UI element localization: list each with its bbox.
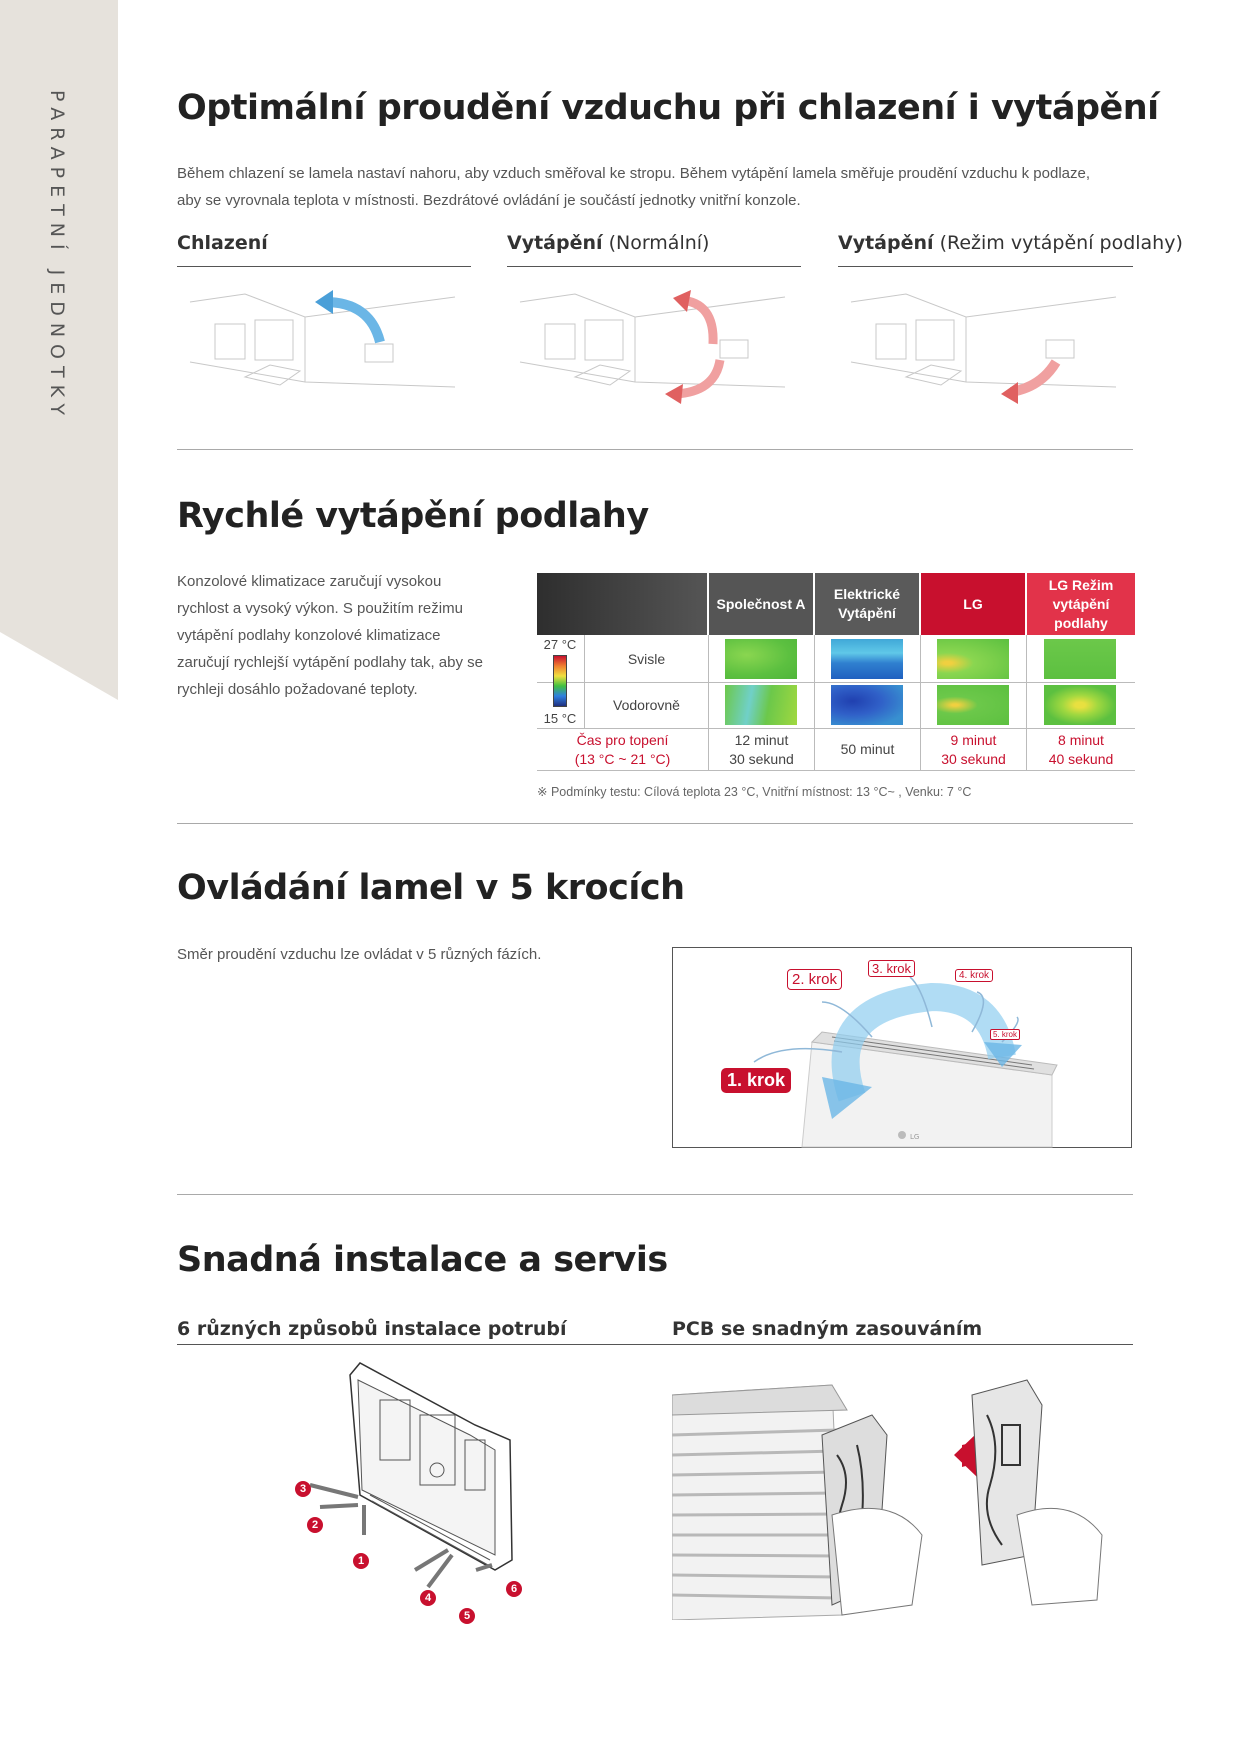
section1-title: Optimální proudění vzduchu při chlazení i vytápění [177, 88, 1159, 128]
pipe-number-1: 1 [353, 1553, 369, 1569]
column-head-heating-normal: Vytápění (Normální) [507, 232, 801, 267]
section1-text-line1: Během chlazení se lamela nastaví nahoru, aby vzduch směřoval ke stropu. Během vytápění lamela směřuje proudění vzduchu k podlaze, [177, 165, 1091, 182]
pipe-number-3: 3 [295, 1481, 311, 1497]
pcb-head: PCB se snadným zasouváním [672, 1318, 983, 1340]
section3-text: Směr proudění vzduchu lze ovládat v 5 různých fázích. [177, 946, 542, 963]
thermal-image [725, 685, 797, 725]
scale-top-label: 27 °C [543, 636, 577, 652]
column-head-heating-floor: Vytápění (Režim vytápění podlahy) [838, 232, 1133, 267]
pipe-installation-illustration [280, 1355, 540, 1620]
section1-text-line2: aby se vyrovnala teplota v místnosti. Bezdrátové ovládání je součástí jednotky vnitřní konzole. [177, 192, 801, 209]
thermal-image [937, 639, 1009, 679]
section2-text: Konzolové klimatizace zaručují vysokou rychlost a vysoký výkon. S použitím režimu vytápění podlahy konzolové klimatizace zaručují rychlejší vytápění podlahy tak, aby se rychleji dosáhlo požadované teploty. [177, 573, 483, 698]
table-line [537, 770, 1135, 771]
step-5-label: 5. krok [990, 1029, 1020, 1040]
time-lg-floor: 8 minut 40 sekund [1048, 731, 1114, 767]
section2-title: Rychlé vytápění podlahy [177, 496, 649, 536]
pipe-number-5: 5 [459, 1608, 475, 1624]
pipe-install-head: 6 různých způsobů instalace potrubí [177, 1318, 567, 1340]
pipe-number-6: 6 [506, 1581, 522, 1597]
time-electric: 50 minut [840, 741, 895, 757]
divider-3 [177, 1194, 1133, 1195]
thermal-image [725, 639, 797, 679]
section3-title: Ovládání lamel v 5 krocích [177, 868, 685, 908]
pcb-slide-illustration [672, 1375, 1132, 1620]
time-company-a: 12 minut 30 sekund [729, 731, 794, 767]
section1-text [177, 160, 1090, 214]
room-cooling-illustration [185, 272, 465, 407]
test-conditions-note: ※ Podmínky testu: Cílová teplota 23 °C, Vnitřní místnost: 13 °C~ , Venku: 7 °C [537, 785, 972, 799]
table-header-company-a: Společnost A [709, 573, 813, 635]
side-label: PARAPETNÍ JEDNOTKY [46, 90, 68, 422]
divider-1 [177, 449, 1133, 450]
table-header-lg: LG [921, 573, 1025, 635]
room-heating-floor-illustration [846, 272, 1126, 407]
heating-comparison-table [537, 573, 1135, 771]
step-2-label: 2. krok [787, 969, 842, 990]
row-label-vertical: Svisle [627, 650, 666, 667]
pipe-number-4: 4 [420, 1590, 436, 1606]
step-3-label: 3. krok [868, 960, 915, 977]
table-header-blank [537, 573, 707, 635]
section4-title: Snadná instalace a servis [177, 1240, 668, 1280]
sub-head-rule [177, 1344, 1133, 1345]
column-head-cooling: Chlazení [177, 232, 471, 267]
time-row-label: Čas pro topení (13 °C ~ 21 °C) [574, 731, 671, 767]
pipe-number-2: 2 [307, 1517, 323, 1533]
thermal-image [831, 639, 903, 679]
table-header-lg-floor: LG Režim vytápění podlahy [1027, 573, 1135, 635]
temperature-scale-bar [553, 655, 567, 707]
time-lg: 9 minut 30 sekund [941, 731, 1006, 767]
thermal-image [831, 685, 903, 725]
step-1-label: 1. krok [721, 1068, 791, 1093]
lg-logo-text: LG [910, 1133, 920, 1141]
thermal-image [1044, 685, 1116, 725]
room-heating-normal-illustration [515, 272, 795, 407]
row-label-horizontal: Vodorovně [613, 697, 680, 713]
table-header-electric: Elektrické Vytápění [815, 573, 919, 635]
divider-2 [177, 823, 1133, 824]
scale-bottom-label: 15 °C [543, 710, 577, 726]
thermal-image [937, 685, 1009, 725]
step-4-label: 4. krok [955, 969, 993, 982]
louver-steps-illustration [672, 947, 1132, 1148]
thermal-image [1044, 639, 1116, 679]
